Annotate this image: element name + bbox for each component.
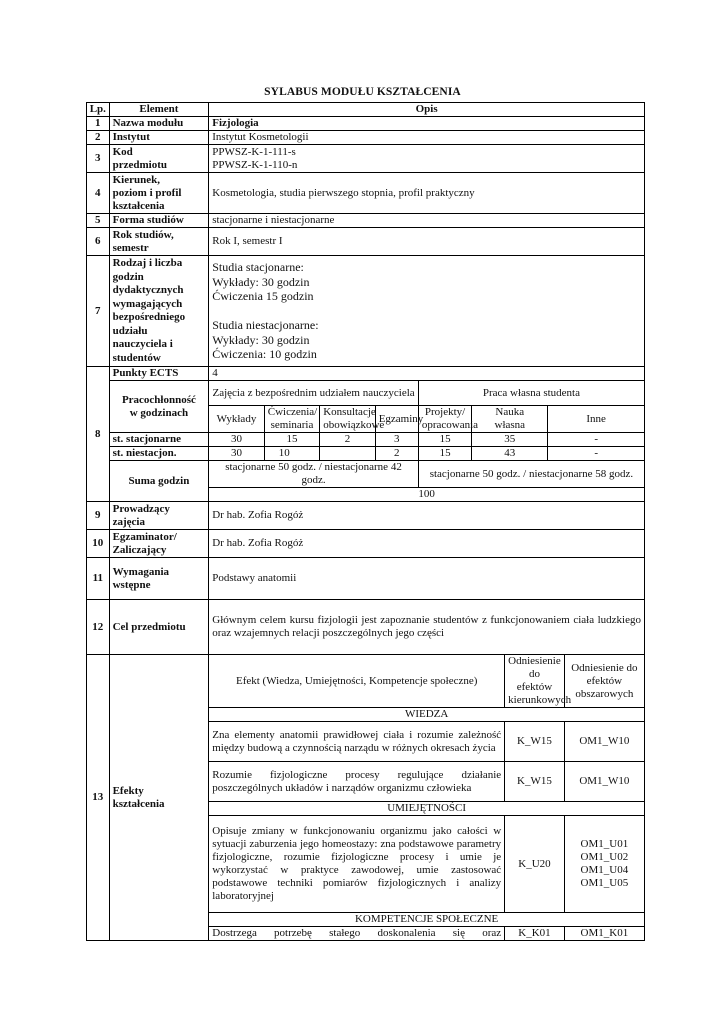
hours-cell <box>320 447 375 461</box>
row-label <box>109 256 209 367</box>
table-row <box>87 600 645 655</box>
course-code <box>209 145 645 173</box>
effect-obsz: OM1_W10 <box>564 722 644 762</box>
row-number: 8 <box>87 367 110 502</box>
study-form: stacjonarne i niestacjonarne <box>209 214 645 228</box>
ects-value: 4 <box>209 367 645 381</box>
course-objective: Głównym celem kursu fizjologii jest zapoznanie studentów z funkcjonowaniem ciała ludzkiego oraz wzajemnych relacji poszczególnych jego części <box>209 600 645 655</box>
effect-kier: K_W15 <box>505 722 565 762</box>
hours-cell: 2 <box>320 433 375 447</box>
label-line: Rok studiów, <box>112 228 174 241</box>
hours-cell: - <box>548 433 645 447</box>
hours-cell: 15 <box>418 433 471 447</box>
table-row <box>87 558 645 600</box>
row-label: Nazwa modułu <box>109 117 209 131</box>
header-line: obszarowych <box>575 687 634 700</box>
label-line: przedmiotu <box>112 158 167 171</box>
effect-kier: K_U20 <box>505 816 565 913</box>
label-line: semestr <box>112 241 149 254</box>
label-line: Kod <box>112 145 133 158</box>
section-kompetencje: KOMPETENCJE SPOŁECZNE <box>209 913 645 927</box>
label-line: dydaktycznych <box>112 284 184 296</box>
module-name: Fizjologia <box>209 117 645 131</box>
sum-own: stacjonarne 50 godz. / niestacjonarne 58 godz. <box>418 461 644 488</box>
label-line: Wymagania <box>112 565 170 578</box>
row-label <box>109 173 209 214</box>
table-row <box>87 256 645 367</box>
hours-cell: 3 <box>375 433 418 447</box>
obsz-header <box>564 655 644 708</box>
col-inne: Inne <box>548 406 645 433</box>
effect-obsz: OM1_W10 <box>564 762 644 802</box>
row-number: 1 <box>87 117 110 131</box>
col-wyklady: Wykłady <box>209 406 264 433</box>
lecturer: Dr hab. Zofia Rogóż <box>209 502 645 530</box>
label-line: poziom i profil <box>112 186 182 199</box>
table-row <box>87 145 645 173</box>
label-line: Kierunek, <box>112 173 160 186</box>
col-line: opracowania <box>421 419 479 431</box>
hours-line: Wykłady: 30 godzin <box>212 332 310 347</box>
col-line: Ćwiczenia/ <box>267 406 318 418</box>
sum-row <box>87 461 645 488</box>
section-wiedza: WIEDZA <box>209 708 645 722</box>
hours-cell: 30 <box>209 433 264 447</box>
row-label: st. stacjonarne <box>109 433 209 447</box>
effect-text: Zna elementy anatomii prawidłowej ciała i rozumie zależność między budową a czynnością narządu w różnych okresach życia <box>209 722 505 762</box>
col-cwiczenia <box>264 406 319 433</box>
label-line: wymagających <box>112 297 183 310</box>
row-label: Suma godzin <box>109 461 209 502</box>
row-number: 3 <box>87 145 110 173</box>
section-umiejetnosci: UMIEJĘTNOŚCI <box>209 802 645 816</box>
effect-text: Rozumie fizjologiczne procesy regulujące działanie poszczególnych układów i narządów organizmu człowieka <box>209 762 505 802</box>
label-line: Prowadzący <box>112 502 170 515</box>
document-title: SYLABUS MODUŁU KSZTAŁCENIA <box>264 86 461 98</box>
label-line: studentów <box>112 351 161 364</box>
hours-cell: 15 <box>264 433 319 447</box>
hours-cell: 10 <box>264 447 319 461</box>
hours-cell: 15 <box>418 447 471 461</box>
header-line: kierunkowych <box>508 694 572 706</box>
hours-cell: 43 <box>472 447 548 461</box>
label-line: zajęcia <box>112 515 145 528</box>
hours-line: Wykłady: 30 godzin <box>212 274 310 289</box>
niestacjonarne-row <box>87 447 645 461</box>
header-lp: Lp. <box>87 103 110 117</box>
label-line: wstępne <box>112 578 151 591</box>
table-row <box>87 214 645 228</box>
hours-cell: - <box>548 447 645 461</box>
label-line: Pracochłonność <box>121 393 196 406</box>
header-line: Odniesienie do <box>508 655 561 680</box>
row-number: 5 <box>87 214 110 228</box>
col-line: Nauka <box>495 406 525 418</box>
table-row <box>87 117 645 131</box>
hours-cell: 2 <box>375 447 418 461</box>
table-row <box>87 367 645 381</box>
effect-kier: K_W15 <box>505 762 565 802</box>
hours-line: Ćwiczenia 15 godzin <box>212 289 314 304</box>
obsz-line: OM1_U01 <box>580 838 629 850</box>
row-label <box>109 530 209 558</box>
field-of-study: Kosmetologia, studia pierwszego stopnia, profil praktyczny <box>209 173 645 214</box>
col-egzaminy: Egzaminy <box>375 406 418 433</box>
row-label: Cel przedmiotu <box>109 600 209 655</box>
row-label: Punkty ECTS <box>109 367 209 381</box>
effect-obsz <box>564 816 644 913</box>
hours-line: Studia stacjonarne: <box>212 260 304 275</box>
table-row <box>87 131 645 145</box>
label-line: Rodzaj i liczba <box>112 257 183 269</box>
col-line: seminaria <box>270 419 314 431</box>
row-number: 7 <box>87 256 110 367</box>
row-label <box>109 228 209 256</box>
header-line: Odniesienie do <box>571 661 638 674</box>
header-element: Element <box>109 103 209 117</box>
code-line: PPWSZ-K-1-110-n <box>212 158 298 171</box>
effect-header: Efekt (Wiedza, Umiejętności, Kompetencje społeczne) <box>209 655 505 708</box>
sum-total: 100 <box>209 488 645 502</box>
label-line: w godzinach <box>129 406 189 419</box>
syllabus-table <box>86 102 645 941</box>
sum-direct: stacjonarne 50 godz. / niestacjonarne 42 godz. <box>209 461 419 488</box>
spacer <box>212 304 641 319</box>
col-nauka <box>472 406 548 433</box>
header-line: efektów <box>586 674 623 687</box>
obsz-line: OM1_U02 <box>580 851 629 863</box>
row-number: 12 <box>87 600 110 655</box>
row-number: 9 <box>87 502 110 530</box>
col-projekty <box>418 406 479 433</box>
hours-cell: 35 <box>472 433 548 447</box>
col-line: obowiązkowe <box>323 419 385 431</box>
kier-header <box>505 655 572 708</box>
table-header-row <box>87 103 645 117</box>
prerequisites: Podstawy anatomii <box>209 558 645 600</box>
label-line: nauczyciela i <box>112 338 173 350</box>
row-label <box>109 655 209 941</box>
row-number: 4 <box>87 173 110 214</box>
obsz-line: OM1_U04 <box>580 864 629 876</box>
code-line: PPWSZ-K-1-111-s <box>212 145 296 158</box>
label-line: Zaliczający <box>112 543 167 556</box>
hours-cell: 30 <box>209 447 264 461</box>
row-number: 2 <box>87 131 110 145</box>
row-number: 11 <box>87 558 110 600</box>
col-line: własna <box>494 419 526 431</box>
obsz-line: OM1_U05 <box>580 877 629 889</box>
row-label: Instytut <box>109 131 209 145</box>
direct-hours-group: Zajęcia z bezpośrednim udziałem nauczyciela <box>209 381 419 406</box>
stacjonarne-row <box>87 433 645 447</box>
label-line: udziału <box>112 324 148 337</box>
label-line: bezpośredniego <box>112 311 186 323</box>
examiner: Dr hab. Zofia Rogóż <box>209 530 645 558</box>
table-row <box>87 381 645 406</box>
hours-line: Ćwiczenia: 10 godzin <box>212 347 317 362</box>
workload-label <box>109 381 209 433</box>
effects-header-row <box>87 655 645 708</box>
row-number: 13 <box>87 655 110 941</box>
effect-text: Dostrzega potrzebę stałego doskonalenia się oraz <box>209 927 505 941</box>
year-semester: Rok I, semestr I <box>209 228 645 256</box>
row-number: 6 <box>87 228 110 256</box>
effect-obsz: OM1_K01 <box>564 927 644 941</box>
col-line: Projekty/ <box>424 406 466 418</box>
own-work-group: Praca własna studenta <box>418 381 644 406</box>
header-opis: Opis <box>209 103 645 117</box>
table-row <box>87 173 645 214</box>
col-line: Konsultacje <box>323 406 376 418</box>
label-line: godzin <box>112 270 144 283</box>
row-label <box>109 502 209 530</box>
label-line: Efekty <box>112 784 144 797</box>
hours-line: Studia niestacjonarne: <box>212 318 319 333</box>
row-label: Forma studiów <box>109 214 209 228</box>
header-line: efektów <box>516 681 553 693</box>
effect-text: Opisuje zmiany w funkcjonowaniu organizmu jako całości w sytuacji zaburzenia jego homeostazy: zna podstawowe parametry fizjologiczne, rozumie fizjologiczne procesy i umie je wykorzystać w praktyce zawodowej, umie zastosować podstawowe techniki pomiarów fizjologicznych i analizy laboratoryjnej <box>209 816 505 913</box>
table-row <box>87 228 645 256</box>
label-line: kształcenia <box>112 797 165 810</box>
table-row <box>87 530 645 558</box>
effect-kier: K_K01 <box>505 927 565 941</box>
label-line: kształcenia <box>112 199 165 212</box>
teaching-hours <box>209 256 645 367</box>
label-line: Egzaminator/ <box>112 530 177 543</box>
institute-value: Instytut Kosmetologii <box>209 131 645 145</box>
row-number: 10 <box>87 530 110 558</box>
row-label <box>109 145 209 173</box>
row-label: st. niestacjon. <box>109 447 209 461</box>
row-label <box>109 558 209 600</box>
col-konsultacje <box>320 406 385 433</box>
table-row <box>87 502 645 530</box>
